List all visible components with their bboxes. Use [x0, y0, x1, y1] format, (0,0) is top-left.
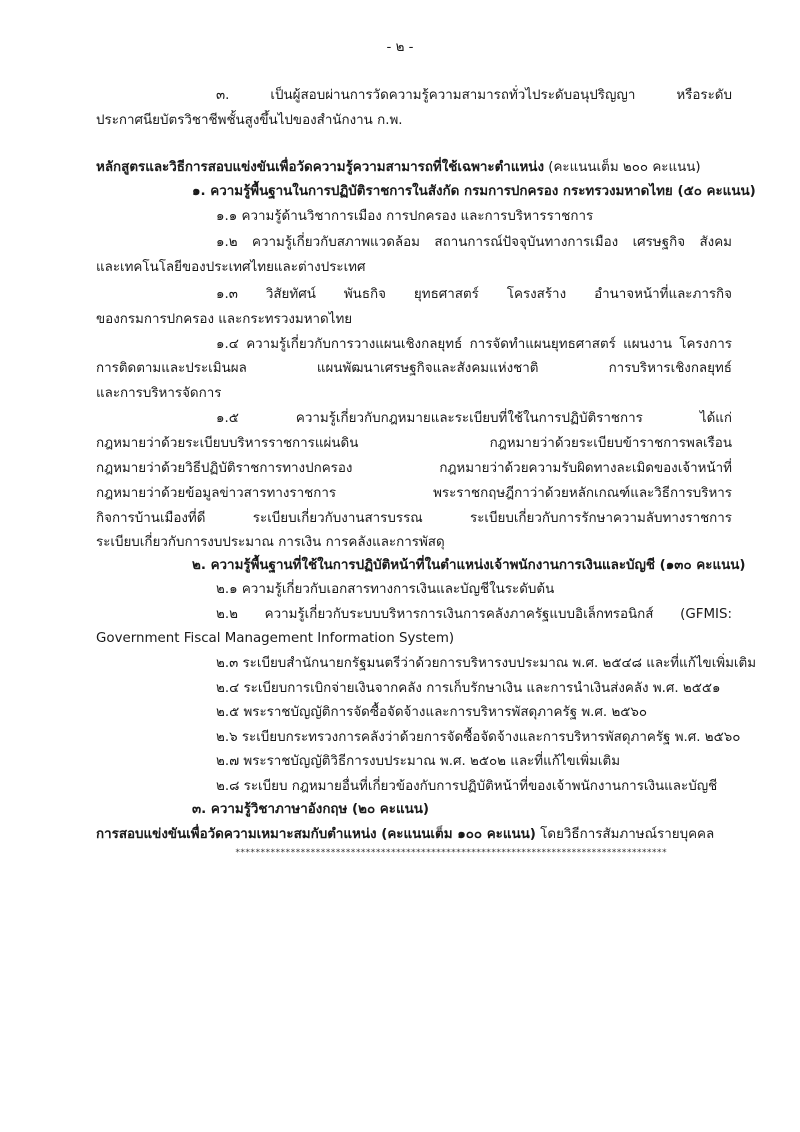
page-number: - ๒ -	[386, 40, 414, 55]
section-1-item-3-line-1: ๑.๓ วิสัยทัศน์ พันธกิจ ยุทธศาสตร์ โครงสร้าง อำนาจหน้าที่และภารกิจ	[216, 287, 732, 302]
section-2-title: ๒. ความรู้พื้นฐานที่ใช้ในการปฏิบัติหน้าที่ในตำแหน่งเจ้าพนักงานการเงินและบัญชี (๑๓๐ คะแนน)	[192, 558, 746, 573]
qualification-line-1: ๓. เป็นผู้สอบผ่านการวัดความรู้ความสามารถทั่วไประดับอนุปริญญา หรือระดับ	[216, 88, 732, 103]
main-heading	[96, 158, 732, 178]
section-1-item-2-line-1: ๑.๒ ความรู้เกี่ยวกับสภาพแวดล้อม สถานการณ์ปัจจุบันทางการเมือง เศรษฐกิจ สังคม	[216, 235, 732, 250]
section-2-item-8: ๒.๘ ระเบียบ กฎหมายอื่นที่เกี่ยวข้องกับการปฏิบัติหน้าที่ของเจ้าพนักงานการเงินและบัญชี	[216, 779, 718, 794]
main-heading-bold: หลักสูตรและวิธีการสอบแข่งขันเพื่อวัดความรู้ความสามารถที่ใช้เฉพาะตำแหน่ง	[96, 160, 544, 175]
section-2-item-6: ๒.๖ ระเบียบกระทรวงการคลังว่าด้วยการจัดซื้อจัดจ้างและการบริหารพัสดุภาครัฐ พ.ศ. ๒๕๖๐	[216, 730, 741, 745]
qualification-line-2: ประกาศนียบัตรวิชาชีพชั้นสูงขึ้นไปของสำนักงาน ก.พ.	[96, 113, 403, 128]
section-1-item-5-line-4: กฎหมายว่าด้วยข้อมูลข่าวสารทางราชการ พระราชกฤษฎีกาว่าด้วยหลักเกณฑ์และวิธีการบริหาร	[96, 486, 732, 501]
section-2-item-2-line-1: ๒.๒ ความรู้เกี่ยวกับระบบบริหารการเงินการคลังภาครัฐแบบอิเล็กทรอนิกส์ (GFMIS:	[216, 607, 732, 622]
section-2-item-3: ๒.๓ ระเบียบสำนักนายกรัฐมนตรีว่าด้วยการบริหารงบประมาณ พ.ศ. ๒๕๔๘ และที่แก้ไขเพิ่มเติม	[216, 656, 757, 671]
section-2-item-5: ๒.๕ พระราชบัญญัติการจัดซื้อจัดจ้างและการบริหารพัสดุภาครัฐ พ.ศ. ๒๕๖๐	[216, 705, 648, 720]
main-heading-score: (คะแนนเต็ม ๒๐๐ คะแนน)	[543, 160, 701, 175]
section-2-item-1: ๒.๑ ความรู้เกี่ยวกับเอกสารทางการเงินและบัญชีในระดับต้น	[216, 582, 555, 597]
separator-asterisks: **************************************************************************************	[235, 848, 667, 858]
section-1-item-5-line-2: กฎหมายว่าด้วยระเบียบบริหารราชการแผ่นดิน กฎหมายว่าด้วยระเบียบข้าราชการพลเรือน	[96, 436, 732, 451]
section-1-item-5-line-1: ๑.๕ ความรู้เกี่ยวกับกฎหมายและระเบียบที่ใช้ในการปฏิบัติราชการ ได้แก่	[216, 411, 732, 426]
section-1-title: ๑. ความรู้พื้นฐานในการปฏิบัติราชการในสังกัด กรมการปกครอง กระทรวงมหาดไทย (๕๐ คะแนน)	[192, 184, 756, 199]
section-1-item-4-line-1: ๑.๔ ความรู้เกี่ยวกับการวางแผนเชิงกลยุทธ์ การจัดทำแผนยุทธศาสตร์ แผนงาน โครงการ	[216, 337, 732, 352]
section-1-item-1: ๑.๑ ความรู้ด้านวิชาการเมือง การปกครอง และการบริหารราชการ	[216, 209, 594, 224]
section-1-item-4-line-2: การติดตามและประเมินผล แผนพัฒนาเศรษฐกิจและสังคมแห่งชาติ การบริหารเชิงกลยุทธ์	[96, 361, 732, 376]
section-1-item-5-line-6: ระเบียบเกี่ยวกับการงบประมาณ การเงิน การคลังและการพัสดุ	[96, 535, 445, 550]
section-3-title: ๓. ความรู้วิชาภาษาอังกฤษ (๒๐ คะแนน)	[192, 802, 430, 817]
interview-heading	[96, 825, 732, 845]
section-1-item-5-line-3: กฎหมายว่าด้วยวิธีปฏิบัติราชการทางปกครอง กฎหมายว่าด้วยความรับผิดทางละเมิดของเจ้าหน้าที่	[96, 461, 732, 476]
section-1-item-4-line-3: และการบริหารจัดการ	[96, 386, 222, 401]
interview-heading-bold: การสอบแข่งขันเพื่อวัดความเหมาะสมกับตำแหน่ง (คะแนนเต็ม ๑๐๐ คะแนน)	[96, 827, 536, 842]
section-1-item-5-line-5: กิจการบ้านเมืองที่ดี ระเบียบเกี่ยวกับงานสารบรรณ ระเบียบเกี่ยวกับการรักษาความลับทางราชการ	[96, 511, 732, 526]
section-1-item-2-line-2: และเทคโนโลยีของประเทศไทยและต่างประเทศ	[96, 260, 366, 275]
section-2-item-4: ๒.๔ ระเบียบการเบิกจ่ายเงินจากคลัง การเก็บรักษาเงิน และการนำเงินส่งคลัง พ.ศ. ๒๕๕๑	[216, 681, 721, 696]
section-1-item-3-line-2: ของกรมการปกครอง และกระทรวงมหาดไทย	[96, 312, 353, 327]
section-2-item-7: ๒.๗ พระราชบัญญัติวิธีการงบประมาณ พ.ศ. ๒๕๐๒ และที่แก้ไขเพิ่มเติม	[216, 754, 621, 769]
section-2-item-2-line-2: Government Fiscal Management Information System)	[96, 631, 455, 646]
interview-heading-method: โดยวิธีการสัมภาษณ์รายบุคคล	[535, 827, 715, 842]
